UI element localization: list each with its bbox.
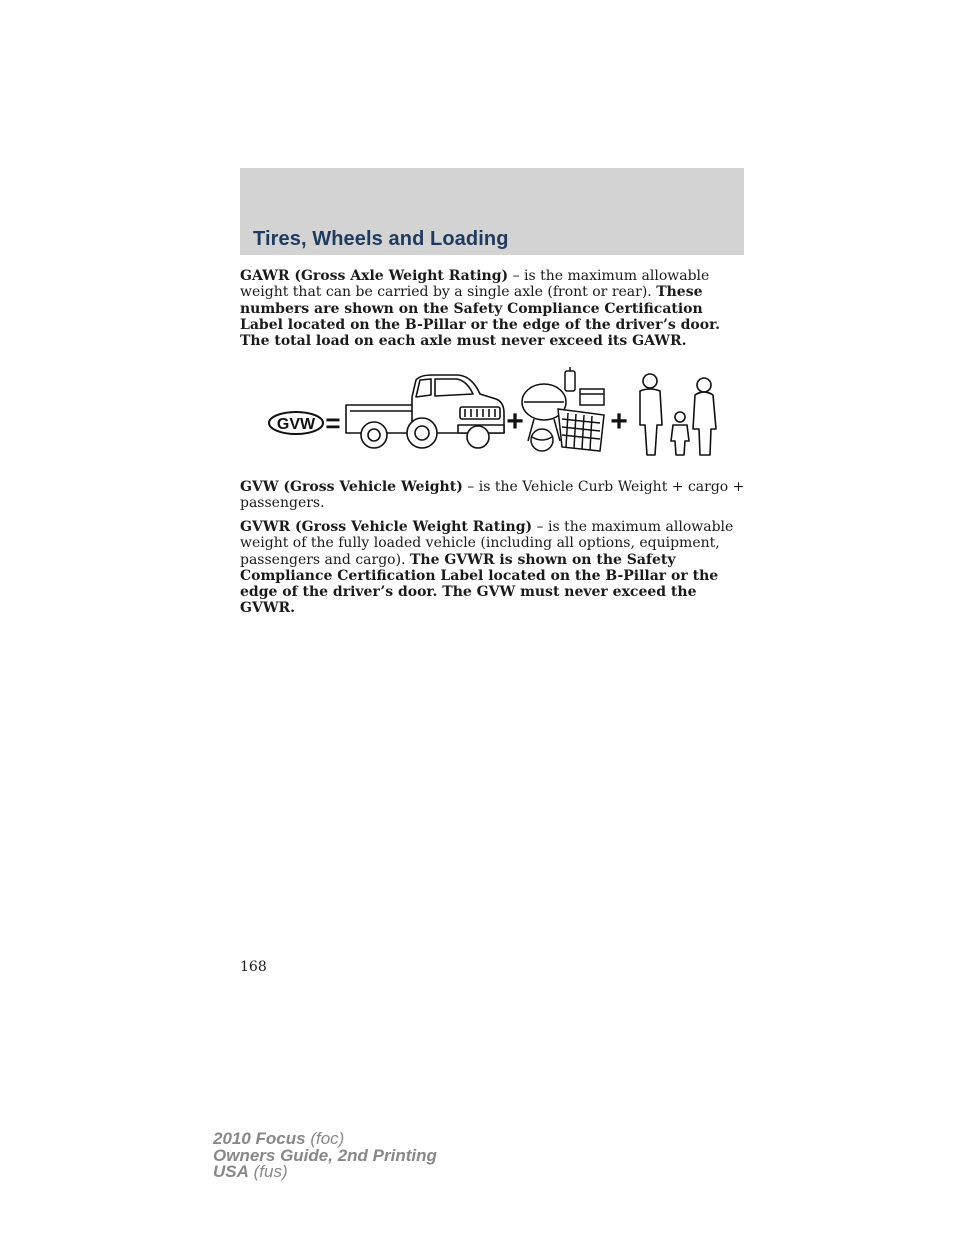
section-header bbox=[240, 168, 744, 255]
gawr-note: These numbers are shown on the Safety Compliance Certification Label located on the B-Pillar or the edge of the driver’s door. The total load on each axle must never exceed its GAWR. bbox=[240, 284, 721, 350]
cargo-icon bbox=[522, 367, 604, 451]
pickup-truck-icon bbox=[346, 375, 504, 448]
document-footer bbox=[213, 1131, 437, 1181]
gvwr-paragraph bbox=[240, 519, 746, 617]
footer-model: 2010 Focus bbox=[213, 1129, 306, 1148]
section-title: Tires, Wheels and Loading bbox=[253, 228, 509, 250]
plus-sign-2: + bbox=[610, 405, 628, 438]
gvw-term: GVW (Gross Vehicle Weight) bbox=[240, 479, 463, 495]
gawr-definition: – is the maximum allowable weight that can be carried by a single axle (front or rear). bbox=[240, 268, 710, 301]
gvw-illustration bbox=[262, 367, 722, 462]
gawr-term: GAWR (Gross Axle Weight Rating) bbox=[240, 268, 509, 284]
gvwr-definition: – is the maximum allowable weight of the fully loaded vehicle (including all options, equipment, passengers and cargo). bbox=[240, 519, 734, 568]
passengers-icon bbox=[640, 374, 716, 455]
gvw-badge bbox=[269, 412, 323, 434]
gvw-definition: – is the Vehicle Curb Weight + cargo + passengers. bbox=[240, 479, 745, 512]
footer-market-code: (fus) bbox=[248, 1162, 288, 1181]
gvw-badge-label: GVW bbox=[276, 416, 316, 433]
gvwr-term: GVWR (Gross Vehicle Weight Rating) bbox=[240, 519, 533, 535]
footer-market: USA bbox=[213, 1162, 249, 1181]
gawr-paragraph bbox=[240, 268, 746, 349]
page-number: 168 bbox=[240, 959, 267, 975]
gvw-paragraph bbox=[240, 479, 746, 512]
equals-sign: = bbox=[325, 408, 341, 438]
footer-guide: Owners Guide, 2nd Printing bbox=[213, 1145, 437, 1165]
gvwr-note: The GVWR is shown on the Safety Compliance Certification Label located on the B-Pillar or the edge of the driver’s door. The GVW must never exceed the GVWR. bbox=[240, 551, 719, 617]
footer-model-code: (foc) bbox=[305, 1129, 345, 1148]
plus-sign-1: + bbox=[506, 405, 524, 438]
